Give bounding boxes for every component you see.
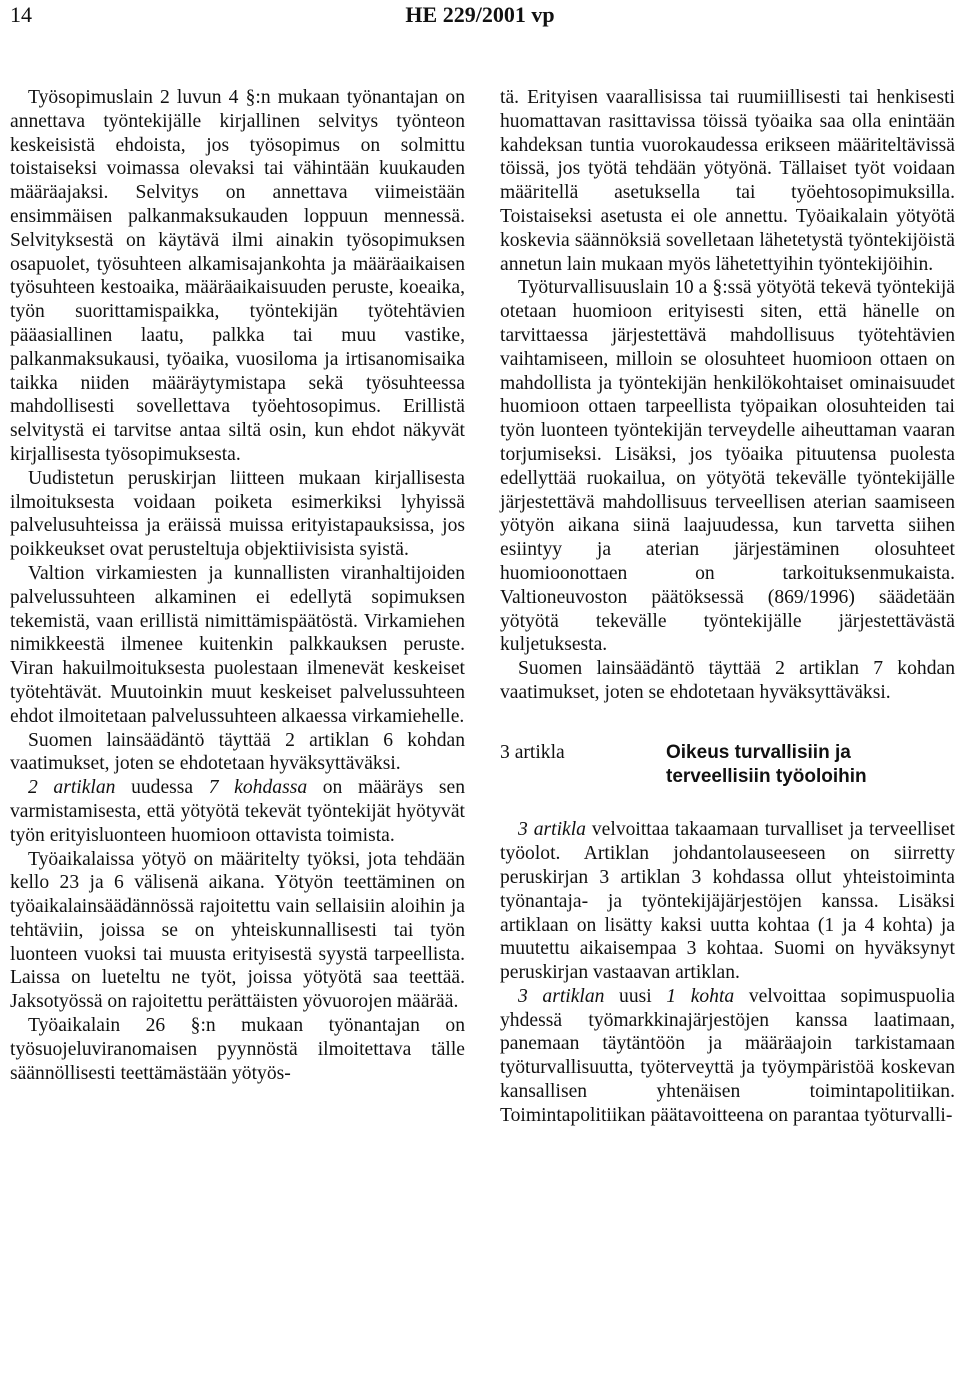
right-column [500,86,955,1128]
paragraph: Työaikalain 26 §:n mukaan työnantajan on työsuojeluviranomaisen pyynnöstä ilmoitettava tälle säännöllisesti teettämästään yötyös- [10,1015,465,1084]
text-run: uusi [604,985,667,1007]
paragraph: Uudistetun peruskirjan liitteen mukaan kirjallisesta ilmoituksesta voidaan poiketa esimerkiksi lyhyissä palvelusuhteissa ja eräissä muissa erityistapauksissa, jos poikkeukset ovat perusteltuja objektiivisista syistä. [10,467,465,561]
text-run: velvoittaa sopimuspuolia yhdessä työmarkkinajärjestöjen kanssa laatimaan, panemaan täytäntöön ja määräajoin tarkistamaan työturvallisuutta, työterveyttä ja työympäristöä koskevan kansallisen yhtenäisen toimintapolitiikan. Toimintapolitiikan päätavoitteena on parantaa työturvalli- [500,985,955,1126]
text-run: velvoittaa takaamaan turvalliset ja terveelliset työolot. Artiklan johdantolauseeseen on siirretty peruskirjan 3 artiklan 3 kohdassa ollut yhteistoiminta työnantaja- ja työntekijäjärjestöjen kanssa. Lisäksi artiklaan on lisätty kaksi uutta kohtaa (1 ja 4 kohta) ja muutettu aikaisempaa 3 kohtaa. Suomi on hyväksynyt peruskirjan vastaavan artiklan. [500,819,955,984]
paragraph: Työsopimuslain 2 luvun 4 §:n mukaan työnantajan on annettava työntekijälle kirjallinen selvitys työnteon keskeisistä ehdoista, jos työsopimus on solmittu toistaiseksi voimassa olevaksi tai vähintään kuukauden määräajaksi. Selvitys on annettava viimeistään ensimmäisen palkanmaksukauden loppuun mennessä. Selvityksestä on käytävä ilmi ainakin työsopimuksen osapuolet, työsuhteen alkamisajankohta ja määräaikaisen työsuhteen kestoaika, määräaikaisuuden peruste, koeaika, työn suorittamispaikka, työntekijän työtehtävien pääasiallinen laatu, palkka tai muu vastike, palkanmaksukausi, työaika, vuosiloma ja irtisanomisaika taikka niiden määräytymistapa sekä työsuhteessa mahdollisesti sovellettava työehtosopimus. Erillistä selvitystä ei tarvitse antaa siltä osin, kun ehdot näkyvät kirjallisesta työsopimuksesta. [10,87,465,465]
italic-reference: 2 artiklan [28,777,116,799]
paragraph [500,818,955,985]
paragraph: Valtion virkamiesten ja kunnallisten viranhaltijoiden palvelussuhteen alkaminen ei edellytä sopimuksen tekemistä, vaan erillistä nimittämispäätöstä. Virkamiehen nimikkeestä ilmenee kuitenkin palkkauksen peruste. Viran hakuilmoituksesta puolestaan ilmenevät keskeiset työtehtävät. Muutoinkin muut keskeiset palvelussuhteen ehdot ilmoitetaan palvelussuhteen alkaessa virkamiehelle. [10,562,465,727]
page-number: 14 [10,2,32,27]
section-title: Oikeus turvallisiin ja terveellisiin työoloihin [666,741,867,787]
section-number: 3 artikla [500,741,565,763]
text-run: uudessa [115,777,209,799]
paragraph [10,776,465,847]
paragraph: Suomen lainsäädäntö täyttää 2 artiklan 7 kohdan vaatimukset, joten se ehdotetaan hyväksyttäväksi. [500,658,955,703]
italic-reference: 3 artiklan [518,985,605,1007]
paragraph [500,985,955,1128]
italic-reference: 1 kohta [666,985,735,1007]
italic-reference: 7 kohdassa [208,777,308,799]
text-run: on määräys sen varmistamisesta, että yötyötä tekevät työntekijät hyötyvät työn erityisluonteen huomioon ottavista toimista. [10,777,465,846]
paragraph-continued: tä. Erityisen vaarallisissa tai ruumiillisesti tai henkisesti huomattavan rasittavissa töissä työaika saa olla enintään kahdeksan tuntia vuorokaudessa erikseen määriteltävissä töissä, jos työtä tehdään yötyönä. Tällaiset työt voidaan määritellä asetuksella tai työehtosopimuksilla. Toistaiseksi asetusta ei ole annettu. Työaikalain yötyötä koskevia säännöksiä sovelletaan lähetetystä työntekijöistä annetun lain mukaan myös lähetettyihin työntekijöihin. [500,87,955,275]
left-column [10,86,465,1085]
section-heading [500,741,955,789]
paragraph: Suomen lainsäädäntö täyttää 2 artiklan 6 kohdan vaatimukset, joten se ehdotetaan hyväksyttäväksi. [10,729,465,775]
paragraph: Työaikalaissa yötyö on määritelty työksi, jota tehdään kello 23 ja 6 välisenä aikana. Yötyön teettäminen on työaikalainsäädännössä rajoitettu vain sellaisiin aloihin ja tehtäviin, joissa se on yhteiskunnallisesti tai työn luonteen vuoksi tai muusta erityisestä syystä tarpeellista. Laissa on lueteltu ne työt, joissa yötyötä saa teettää. Jaksotyössä on rajoitettu perättäisten yövuorojen määrää. [10,848,465,1013]
document-id: HE 229/2001 vp [405,2,555,27]
paragraph: Työturvallisuuslain 10 a §:ssä yötyötä tekevä työntekijä otetaan huomioon erityisesti siten, että hänelle on tarvittaessa järjestettävä mahdollisuus työtehtävien vaihtamiseen, milloin se olosuhteet huomioon ottaen on mahdollista ja työntekijän henkilökohtaiset ominaisuudet huomioon ottaen tarpeellista työpaikan olosuhteiden tai työn luonteen työntekijän terveydelle aiheuttaman vaaran torjumiseksi. Lisäksi, jos työaika pituutensa puolesta edellyttää ruokailua, on yötyötä tekevälle työntekijälle järjestettävä mahdollisuus terveellisen aterian saamiseen yötyön aikana siinä laajuudessa, kun tarvetta siihen esiintyy ja aterian järjestäminen olosuhteet huomioonottaen on tarkoituksenmukaista. Valtioneuvoston päätöksessä (869/1996) säädetään yötyötä tekevälle työntekijälle järjestettävästä kuljetuksesta. [500,277,955,656]
italic-reference: 3 artikla [518,819,586,841]
